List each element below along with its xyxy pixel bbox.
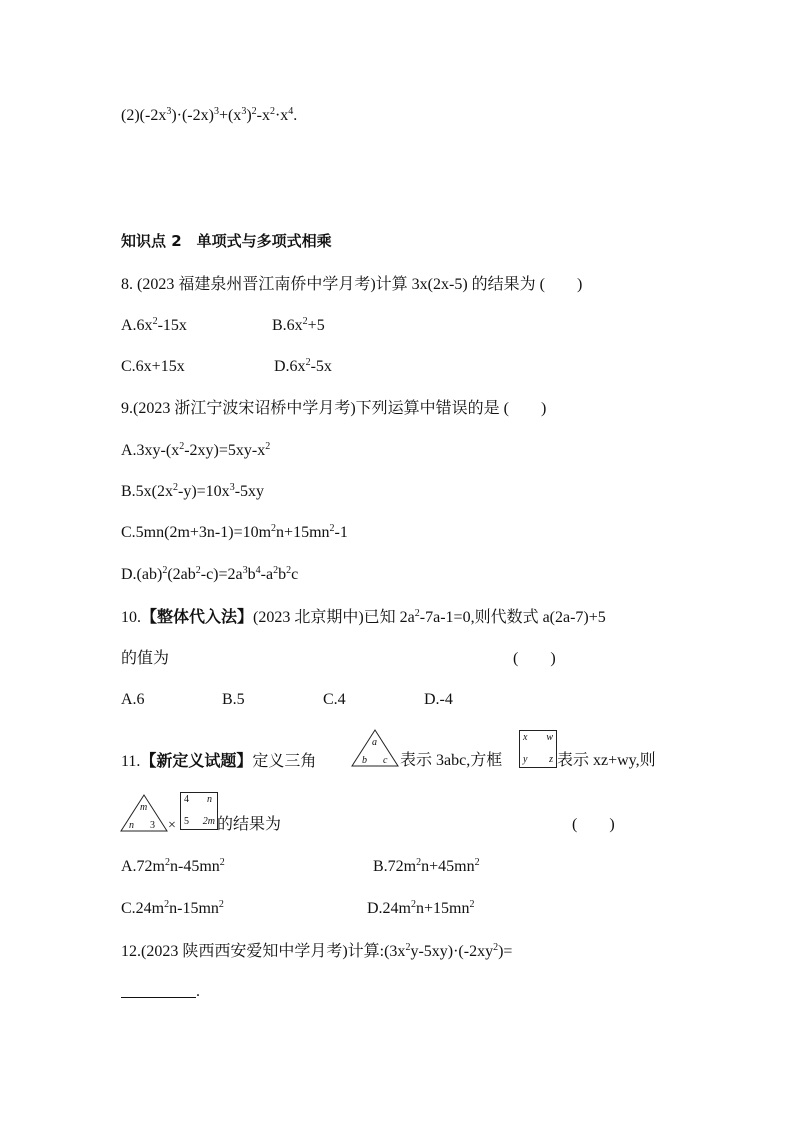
q11-tag: 【新定义试题】 [140,751,253,770]
triangle-question-figure [119,793,169,833]
tri1-top-label: a [372,737,377,748]
tri2-left-label: n [129,820,134,831]
q10-option-c[interactable]: C.4 [323,691,346,708]
tri1-right-label: c [383,755,388,766]
q10-stem: 10.【整体代入法】(2023 北京期中)已知 $2a^2-7a-1=0$,则代数式 a(2a-7)+5 [121,607,606,626]
triangle-definition-figure [350,728,400,768]
q12-end-dot: . [196,983,200,1000]
tri2-top-label: m [140,802,148,813]
q10-tag: 【整体代入法】 [141,607,254,626]
tri2-right-label: 3 [150,820,155,831]
q8-option-c[interactable]: C.6x+15x [121,358,185,375]
q11-answer-paren: ( ) [572,816,615,833]
q9-option-d[interactable]: $D.(ab)^2(2ab^2-c)=2a^3b^4-a^2b^2c$ [121,565,299,583]
q10-option-b[interactable]: B.5 [222,691,245,708]
box1-br: z [549,754,553,765]
q9-option-a[interactable]: $A.3xy-(x^2-2xy)=5xy-x^2$ [121,441,271,459]
box1-tr: w [546,732,553,743]
q7-part2: $(2)(-2x^3)\cdot(-2x)^3+(x^3)^2-x^2\cdot x^4$. [121,106,298,124]
q11-option-a[interactable]: $A.72m^2n-45mn^2$ [121,857,225,875]
q8-option-d[interactable]: $D.6x^2-5x$ [274,357,332,375]
box-definition-figure [519,730,557,768]
q9-stem: 9.(2023 浙江宁波宋诏桥中学月考)下列运算中错误的是 ( ) [121,400,547,417]
q11-result-text: 的结果为 [217,816,282,833]
box2-bl: 5 [184,816,189,827]
q11-option-c[interactable]: $C.24m^2n-15mn^2$ [121,899,224,917]
box2-br: 2m [202,816,215,827]
q12-answer-blank[interactable] [121,997,196,998]
q11-stem-part2: 表示 3abc,方框 [400,752,503,769]
q9-option-c[interactable]: $C.5mn(2m+3n-1)=10m^2n+15mn^2-1$ [121,523,348,541]
q11-stem-part3: 表示 xz+wy,则 [557,752,656,769]
q8-option-b[interactable]: $B.6x^2+5$ [272,316,325,334]
multiply-sign: × [168,818,176,833]
q10-option-d[interactable]: D.-4 [424,691,453,708]
section-title: 知识点 2 单项式与多项式相乘 [121,232,332,250]
box2-tr: n [207,794,212,805]
box1-bl: y [523,754,528,765]
q12-stem: 12.(2023 陕西西安爱知中学月考)计算$:(3x^2y-5xy)\cdot(-2xy^2)=$ [121,942,513,960]
q10-option-a[interactable]: A.6 [121,691,145,708]
q10-stem-line2: 的值为 [121,650,170,667]
q11-stem-part1: 11.【新定义试题】定义三角 [121,751,317,770]
q8-stem: 8. (2023 福建泉州晋江南侨中学月考)计算 3x(2x-5) 的结果为 ( ) [121,276,583,293]
box2-tl: 4 [184,794,189,805]
box-question-figure [180,792,218,830]
q10-answer-paren: ( ) [513,650,556,667]
tri1-left-label: b [362,755,367,766]
q11-option-d[interactable]: $D.24m^2n+15mn^2$ [367,899,475,917]
box1-tl: x [523,732,528,743]
q9-option-b[interactable]: $B.5x(2x^2-y)=10x^3-5xy$ [121,482,265,500]
q8-option-a[interactable]: $A.6x^2-15x$ [121,316,187,334]
q11-option-b[interactable]: $B.72m^2n+45mn^2$ [373,857,480,875]
